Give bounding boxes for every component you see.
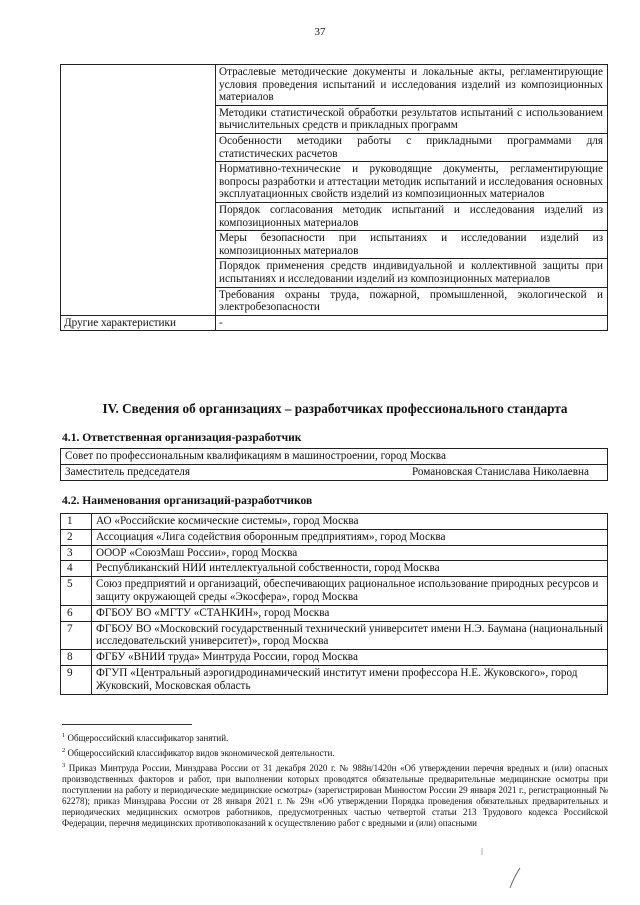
pen-stroke-mark xyxy=(510,868,520,888)
developer-name: Союз предприятий и организаций, обеспечивающих рациональное использование природных ресурсов и защиту окружающей среды «Экосфера», город Москва xyxy=(92,577,608,606)
developer-number: 7 xyxy=(61,621,92,650)
section-title: IV. Сведения об организациях – разработчиках профессионального стандарта xyxy=(102,401,568,416)
developer-name: Ассоциация «Лига содействия оборонным предприятиям», город Москва xyxy=(92,529,608,545)
developer-row xyxy=(61,529,608,545)
footnote xyxy=(62,760,608,829)
knowledge-item-cell: - xyxy=(216,315,608,331)
developer-number: 2 xyxy=(61,529,92,545)
responsible-person-row xyxy=(61,465,608,481)
knowledge-item-cell: Отраслевые методические документы и локальные акты, регламентирующие условия проведения испытаний и исследования изделий из композиционных материалов xyxy=(216,65,608,106)
knowledge-row xyxy=(61,65,608,106)
developer-row xyxy=(61,650,608,666)
developers-table xyxy=(60,513,608,695)
developer-number: 3 xyxy=(61,545,92,561)
footnote xyxy=(62,745,608,759)
knowledge-item-cell: Нормативно-технические и руководящие документы, регламентирующие вопросы разработки и аттестации методик испытаний и исследования основных эксплуатационных свойств изделий из композиционных материалов xyxy=(216,162,608,203)
developer-row xyxy=(61,621,608,650)
responsible-person-name: Романовская Станислава Николаевна xyxy=(411,466,589,478)
developer-number: 5 xyxy=(61,577,92,606)
footnote-mark: 2 xyxy=(62,747,66,754)
developer-row xyxy=(61,577,608,606)
knowledge-table-body xyxy=(61,65,608,331)
page-number: 37 xyxy=(314,26,326,38)
responsible-position: Заместитель председателя xyxy=(65,466,191,478)
developer-name: Республиканский НИИ интеллектуальной собственности, город Москва xyxy=(92,561,608,577)
responsible-org-table xyxy=(60,448,608,481)
knowledge-item-cell: Меры безопасности при испытаниях и исследовании изделий из композиционных материалов xyxy=(216,231,608,259)
developer-number: 8 xyxy=(61,650,92,666)
responsible-org-heading: 4.1. Ответственная организация-разработчик xyxy=(62,431,302,444)
responsible-person-cell xyxy=(61,465,608,481)
developer-name: ФГУП «Центральный аэрогидродинамический институт имени профессора Н.Е. Жуковского», город Жуковский, Московская область xyxy=(92,665,608,694)
developer-row xyxy=(61,545,608,561)
knowledge-item-cell: Требования охраны труда, пожарной, промышленной, экологической и электробезопасности xyxy=(216,287,608,315)
developers-heading: 4.2. Наименования организаций-разработчиков xyxy=(62,494,313,507)
footnote-mark: 1 xyxy=(62,732,66,739)
footnote-text: Приказ Минтруда России, Минздрава России от 31 декабря 2020 г. № 988н/1420н «Об утверждении перечня вредных и (или) опасных производственных факторов и работ, при выполнении которых проводятся обязательные предварительные медицинские осмотры при поступлении на работу и периодические медицинские осмотры» (зарегистрирован Минюстом России 29 января 2021 г., регистрационный № 62278); приказ Минздрава России от 28 января 2021 г. № 29н «Об утверждении Порядка проведения обязательных предварительных и периодических медицинских осмотров работников, предусмотренных частью четвертой статьи 213 Трудового кодекса Российской Федерации, перечня медицинских противопоказаний к осуществлению работ с вредными и (или) опасными xyxy=(62,763,608,828)
developers-table-body xyxy=(61,514,608,695)
knowledge-item-cell: Порядок согласования методик испытаний и исследования изделий из композиционных материалов xyxy=(216,202,608,230)
footnotes xyxy=(62,730,608,830)
developer-name: ФГБОУ ВО «МГТУ «СТАНКИН», город Москва xyxy=(92,605,608,621)
developer-number: 4 xyxy=(61,561,92,577)
developer-row xyxy=(61,605,608,621)
knowledge-item-cell: Особенности методики работы с прикладными программами для статистических расчетов xyxy=(216,133,608,161)
developer-name: АО «Российские космические системы», город Москва xyxy=(92,514,608,530)
knowledge-row xyxy=(61,315,608,331)
knowledge-item-cell: Методики статистической обработки результатов испытаний с использованием вычислительных средств и прикладных программ xyxy=(216,105,608,133)
developer-number: 6 xyxy=(61,605,92,621)
developer-name: ФГБУ «ВНИИ труда» Минтруда России, город Москва xyxy=(92,650,608,666)
footnote-mark: 3 xyxy=(62,762,66,769)
developer-row xyxy=(61,514,608,530)
knowledge-item-cell: Порядок применения средств индивидуальной и коллективной защиты при испытаниях и исследовании изделий из композиционных материалов xyxy=(216,259,608,287)
knowledge-label-cell xyxy=(61,65,216,316)
developer-name: ФГБОУ ВО «Московский государственный технический университет имени Н.Э. Баумана (национальный исследовательский университет)», город Москва xyxy=(92,621,608,650)
developer-number: 1 xyxy=(61,514,92,530)
responsible-org-row xyxy=(61,449,608,465)
developer-name: ОООР «СоюзМаш России», город Москва xyxy=(92,545,608,561)
developer-number: 9 xyxy=(61,665,92,694)
footnote-separator xyxy=(62,724,192,725)
footnote-text: Общероссийский классификатор видов экономической деятельности. xyxy=(67,748,335,758)
footnote-text: Общероссийский классификатор занятий. xyxy=(67,733,229,743)
responsible-org-name: Совет по профессиональным квалификациям в машиностроении, город Москва xyxy=(61,449,608,465)
knowledge-label-cell: Другие характеристики xyxy=(61,315,216,331)
developer-row xyxy=(61,665,608,694)
knowledge-table xyxy=(60,64,608,331)
footnote xyxy=(62,730,608,744)
developer-row xyxy=(61,561,608,577)
